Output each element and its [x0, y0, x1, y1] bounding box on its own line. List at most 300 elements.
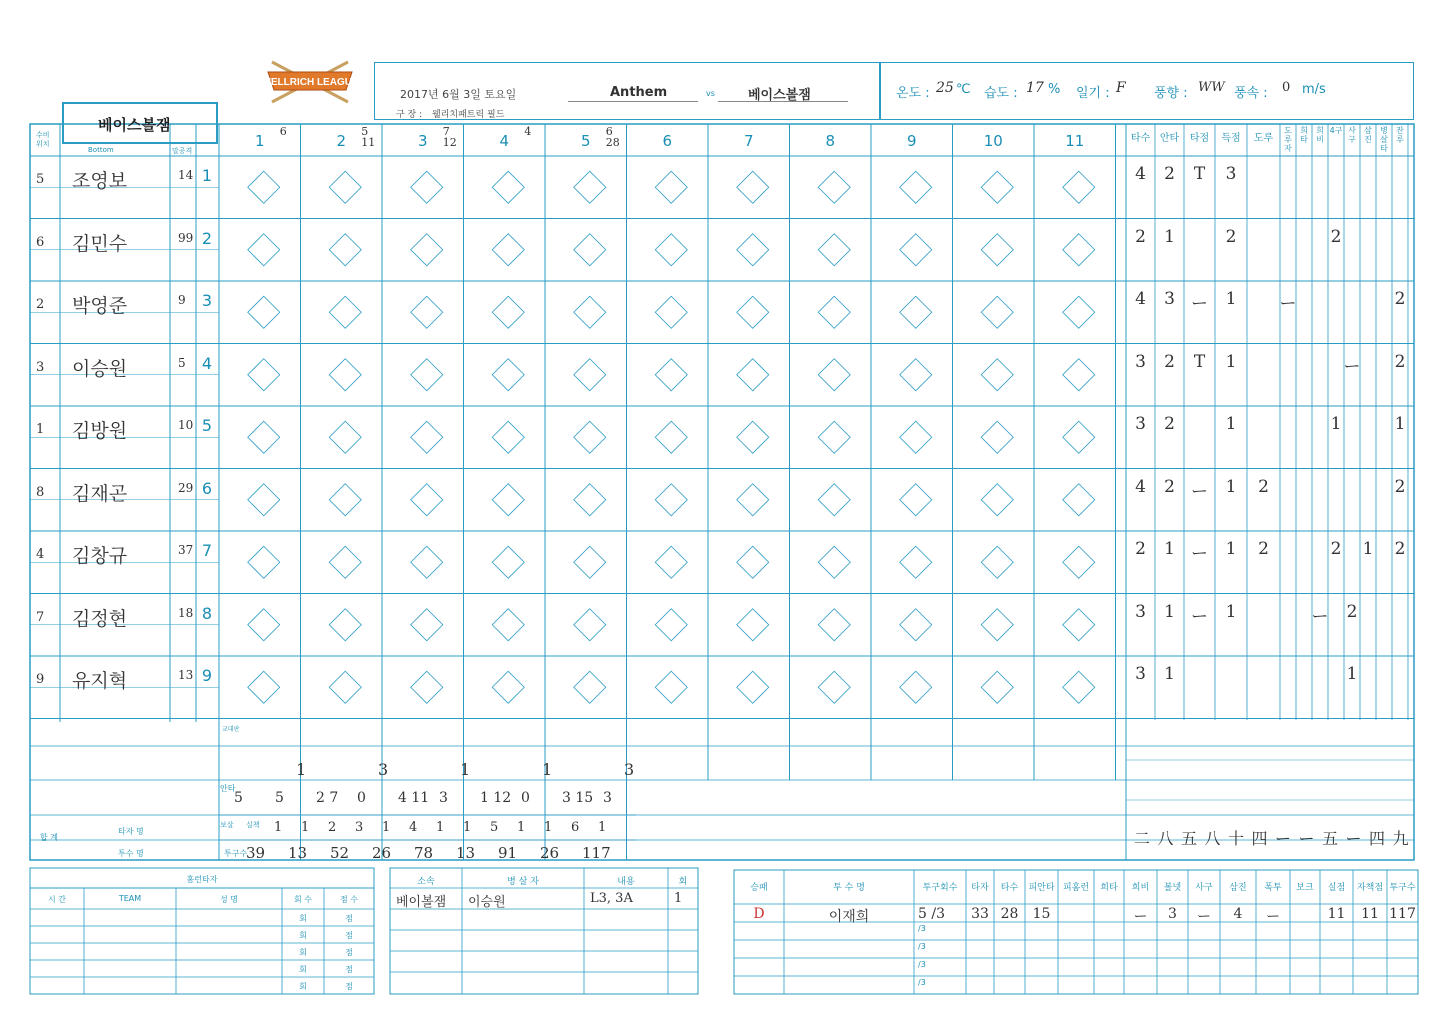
inning-number-9: 9: [906, 132, 917, 150]
hits-by-inning: 3: [603, 790, 612, 806]
batting-order-8: 8: [201, 603, 213, 623]
player-position: 2: [36, 297, 45, 312]
stat-value: T: [1193, 164, 1206, 184]
inning-number-3: 3: [417, 132, 428, 150]
hits-by-inning: 5: [234, 790, 243, 806]
stat-value: ー: [1191, 481, 1208, 502]
walks-by-inning: 6: [571, 820, 580, 835]
col-defense-pos: 수비 위치: [36, 131, 50, 148]
dp-cell: 이승원: [468, 895, 506, 910]
league-logo: [262, 58, 358, 106]
base-diamond: [248, 546, 280, 578]
pitching-cell: ー: [1197, 909, 1211, 925]
base-diamond: [574, 421, 606, 453]
batting-order-3: 3: [201, 291, 213, 310]
pitching-col: 피홈런: [1062, 883, 1090, 893]
stat-value: 2: [1394, 476, 1406, 497]
summary-mark: 二: [1134, 829, 1151, 848]
base-diamond: [818, 484, 850, 516]
base-diamond: [818, 171, 850, 203]
pitching-cell: 이재희: [828, 909, 870, 925]
base-diamond: [1063, 671, 1095, 703]
inning-number-1: 1: [254, 132, 265, 150]
total-pitcher-label: 투수 명: [118, 849, 144, 858]
inning-mark: 5 11: [361, 125, 376, 149]
stat-header-2: 타점: [1189, 133, 1210, 144]
base-diamond: [1063, 296, 1095, 328]
stat-value: 3: [1135, 664, 1146, 684]
base-diamond: [900, 421, 932, 453]
weather-value: F: [1116, 80, 1126, 96]
player-number: 5: [178, 355, 186, 370]
base-diamond: [900, 484, 932, 516]
pitching-col: 사구: [1195, 883, 1213, 893]
walks-by-inning: 1: [274, 820, 283, 835]
pitching-cell: 11: [1327, 906, 1346, 922]
base-diamond: [737, 421, 769, 453]
stat-value: 1: [1362, 539, 1374, 559]
base-diamond: [655, 484, 687, 516]
base-diamond: [655, 359, 687, 391]
base-diamond: [492, 234, 524, 266]
base-diamond: [492, 671, 524, 703]
base-diamond: [329, 609, 361, 641]
runs-by-inning: 3: [378, 760, 389, 779]
base-diamond: [248, 296, 280, 328]
pitching-cell: 117: [1389, 906, 1416, 922]
pitching-cell: /3: [918, 978, 926, 987]
venue-label: 구 장 :: [396, 110, 423, 120]
summary-mark: 四: [1369, 829, 1386, 848]
base-diamond: [981, 546, 1013, 578]
base-diamond: [737, 234, 769, 266]
pitching-col: 볼넷: [1163, 883, 1182, 893]
base-diamond: [737, 171, 769, 203]
base-diamond: [737, 546, 769, 578]
base-diamond: [900, 609, 932, 641]
pitches-by-inning: 13: [456, 844, 476, 862]
base-diamond: [900, 359, 932, 391]
stat-value: 2: [1258, 539, 1269, 559]
walks-by-inning: 3: [355, 820, 364, 835]
base-diamond: [655, 296, 687, 328]
base-diamond: [574, 296, 606, 328]
base-diamond: [737, 296, 769, 328]
stat-value: 2: [1164, 414, 1175, 434]
base-diamond: [574, 484, 606, 516]
walks-by-inning: 1: [301, 820, 310, 835]
stat-value: ー: [1343, 356, 1361, 377]
base-diamond: [248, 234, 280, 266]
base-diamond: [574, 171, 606, 203]
base-diamond: [981, 484, 1013, 516]
wind-speed-unit: m/s: [1302, 82, 1326, 97]
base-diamond: [900, 546, 932, 578]
base-diamond: [737, 359, 769, 391]
base-diamond: [411, 234, 443, 266]
pitching-cell: ー: [1266, 909, 1280, 925]
stat-value: 2: [1330, 226, 1342, 247]
stat-value: 2: [1225, 226, 1237, 247]
stat-value: T: [1193, 351, 1206, 372]
base-diamond: [492, 421, 524, 453]
stat-value: 1: [1225, 539, 1237, 559]
stat-header-11: 병살타: [1380, 126, 1388, 153]
dp-cell: 1: [674, 891, 683, 906]
player-position: 7: [36, 609, 45, 625]
summary-mark: ー: [1275, 829, 1292, 848]
summary-mark: 八: [1204, 829, 1221, 848]
base-diamond: [492, 359, 524, 391]
homerun-cell: 점: [345, 948, 353, 957]
base-diamond: [574, 671, 606, 703]
base-diamond: [411, 171, 443, 203]
base-diamond: [981, 421, 1013, 453]
temp-label: 온도 :: [896, 86, 930, 101]
base-diamond: [981, 234, 1013, 266]
stat-header-7: 희비: [1316, 126, 1324, 144]
walks-by-inning: 1: [544, 820, 553, 835]
base-diamond: [1063, 171, 1095, 203]
base-diamond: [1063, 234, 1095, 266]
weather-label: 일기 :: [1076, 86, 1110, 101]
inning-number-11: 11: [1065, 132, 1085, 150]
game-date: 2017년 6월 3일 토요일: [400, 88, 517, 101]
stat-value: 4: [1135, 476, 1146, 497]
col-bottom: Bottom: [88, 146, 114, 154]
summary-mark: ー: [1298, 829, 1315, 848]
inning-number-7: 7: [743, 132, 754, 150]
inning-number-10: 10: [983, 132, 1003, 150]
base-diamond: [655, 421, 687, 453]
batting-order-5: 5: [201, 416, 213, 435]
base-diamond: [329, 421, 361, 453]
pitches-by-inning: 91: [498, 844, 518, 862]
stat-header-0: 타수: [1130, 133, 1151, 144]
summary-mark: 四: [1251, 829, 1268, 848]
player-position: 3: [36, 359, 45, 375]
runs-by-inning: 3: [624, 760, 635, 779]
pitching-col: 희비: [1131, 883, 1150, 893]
base-diamond: [818, 421, 850, 453]
walks-label: 보살: [220, 821, 234, 829]
homerun-cell: 회: [299, 914, 307, 923]
base-diamond: [655, 171, 687, 203]
base-diamond: [1063, 546, 1095, 578]
wind-speed-value: 0: [1282, 80, 1291, 95]
player-number: 99: [178, 230, 194, 245]
underline-away: [568, 101, 698, 102]
player-number: 37: [178, 543, 194, 557]
stat-value: 1: [1394, 414, 1406, 434]
hits-by-inning: 4 11: [398, 790, 430, 806]
wind-dir-value: WW: [1198, 80, 1225, 95]
total-label: 합 계: [40, 833, 58, 842]
base-diamond: [329, 671, 361, 703]
hits-by-inning: 1 12: [480, 790, 512, 806]
pitching-cell: 11: [1361, 906, 1379, 922]
base-diamond: [411, 421, 443, 453]
stat-value: 2: [1394, 289, 1406, 309]
sub-label: 교대판: [222, 726, 240, 733]
pitching-cell: /3: [918, 960, 926, 969]
humidity-value: 17: [1026, 80, 1044, 96]
batting-order-6: 6: [201, 478, 213, 498]
stat-value: 1: [1330, 414, 1342, 434]
player-number: 13: [178, 668, 194, 682]
stat-value: 2: [1330, 539, 1342, 559]
player-position: 5: [36, 172, 45, 187]
homerun-col: 시 간: [48, 895, 66, 904]
pitches-by-inning: 13: [288, 844, 308, 862]
homerun-table: [30, 868, 374, 994]
base-diamond: [492, 484, 524, 516]
pitches-by-inning: 117: [582, 844, 611, 862]
home-team: 베이스볼잼: [748, 88, 811, 103]
stat-value: 2: [1394, 539, 1406, 559]
base-diamond: [818, 359, 850, 391]
base-diamond: [574, 609, 606, 641]
stat-value: 2: [1394, 351, 1406, 372]
base-diamond: [411, 484, 443, 516]
base-diamond: [1063, 609, 1095, 641]
stat-value: 4: [1135, 164, 1146, 184]
pitching-cell: 28: [1000, 906, 1019, 922]
stat-value: 1: [1225, 351, 1237, 372]
stat-header-5: 도루자: [1284, 126, 1292, 153]
pitching-cell: 4: [1233, 906, 1243, 922]
stat-header-1: 안타: [1159, 133, 1180, 144]
pitching-cell: 3: [1168, 906, 1177, 922]
player-position: 8: [36, 484, 45, 500]
humidity-label: 습도 :: [984, 86, 1018, 101]
homerun-cell: 회: [299, 982, 307, 991]
pitching-cell: /3: [918, 942, 926, 951]
summary-mark: ー: [1345, 829, 1362, 848]
venue-name: 웰리치패트릭 필드: [432, 110, 505, 120]
temp-unit: ℃: [956, 82, 971, 97]
stat-value: ー: [1279, 294, 1297, 314]
player-number: 18: [178, 605, 194, 620]
homerun-cell: 점: [345, 931, 353, 940]
base-diamond: [574, 546, 606, 578]
pitching-col: 삼진: [1229, 883, 1247, 893]
pitching-cell: 5 /3: [918, 906, 945, 922]
dp-col: 회: [678, 877, 688, 887]
stat-value: 2: [1164, 351, 1175, 372]
base-diamond: [329, 484, 361, 516]
inning-number-6: 6: [662, 132, 673, 150]
base-diamond: [655, 234, 687, 266]
stat-header-12: 잔루: [1396, 126, 1404, 144]
pitching-col: 희타: [1100, 883, 1118, 893]
summary-mark: 九: [1392, 829, 1409, 848]
base-diamond: [1063, 421, 1095, 453]
wind-speed-label: 풍속 :: [1234, 86, 1268, 101]
base-diamond: [574, 359, 606, 391]
base-diamond: [981, 296, 1013, 328]
inning-number-4: 4: [499, 132, 510, 150]
total-batter-label: 타자 명: [118, 827, 144, 836]
pitches-by-inning: 26: [540, 844, 560, 862]
base-diamond: [981, 359, 1013, 391]
player-name: 김창규: [72, 545, 128, 567]
stat-value: 3: [1135, 351, 1146, 372]
batting-order-7: 7: [201, 541, 213, 560]
base-diamond: [900, 171, 932, 203]
base-diamond: [248, 484, 280, 516]
base-diamond: [737, 671, 769, 703]
col-back-number: 말공격: [172, 147, 193, 155]
player-name: 김재곤: [72, 482, 128, 505]
stat-value: 1: [1164, 226, 1175, 247]
player-name: 박영준: [72, 295, 128, 317]
double-play-table: [390, 868, 698, 994]
base-diamond: [574, 234, 606, 266]
base-diamond: [329, 296, 361, 328]
base-diamond: [981, 171, 1013, 203]
base-diamond: [900, 296, 932, 328]
walks-by-inning: 1: [463, 820, 472, 835]
player-position: 9: [36, 672, 45, 687]
base-diamond: [655, 609, 687, 641]
base-diamond: [900, 234, 932, 266]
stat-value: 1: [1164, 664, 1175, 684]
base-diamond: [981, 671, 1013, 703]
homerun-cell: 회: [299, 931, 307, 940]
inning-mark: 6: [279, 125, 287, 138]
homerun-col: 점 수: [340, 895, 358, 904]
pitching-col: 실점: [1327, 883, 1346, 893]
summary-mark: 五: [1181, 829, 1198, 848]
stat-value: ー: [1191, 294, 1208, 314]
stat-value: 2: [1164, 164, 1175, 184]
hits-by-inning: 3: [439, 790, 448, 806]
base-diamond: [329, 359, 361, 391]
pitches-by-inning: 78: [414, 844, 434, 862]
player-position: 1: [36, 422, 45, 437]
humidity-unit: %: [1048, 82, 1061, 97]
base-diamond: [411, 296, 443, 328]
pitching-col: 투구수: [1389, 883, 1416, 893]
hits-by-inning: 0: [357, 790, 366, 806]
vs-label: vs: [706, 89, 715, 98]
base-diamond: [818, 296, 850, 328]
homerun-title: 홈런타자: [186, 875, 218, 884]
inning-number-2: 2: [336, 132, 347, 150]
player-name: 김민수: [72, 232, 128, 255]
pitching-col: 폭투: [1264, 883, 1282, 893]
errors-label: 실책: [246, 821, 260, 829]
team-name: 베이스볼잼: [98, 116, 171, 134]
summary-mark: 十: [1228, 829, 1245, 848]
base-diamond: [1063, 484, 1095, 516]
inning-mark: 4: [524, 125, 532, 138]
player-number: 14: [178, 168, 194, 182]
dp-col: 병 살 자: [507, 877, 539, 887]
player-name: 김정현: [72, 607, 128, 630]
stat-value: ー: [1311, 606, 1329, 627]
runs-by-inning: 1: [542, 760, 553, 779]
player-position: 6: [36, 234, 45, 250]
dp-cell: 베이볼잼: [396, 895, 447, 910]
walks-by-inning: 1: [436, 820, 445, 835]
base-diamond: [818, 609, 850, 641]
base-diamond: [411, 359, 443, 391]
base-diamond: [818, 671, 850, 703]
homerun-cell: 점: [345, 914, 353, 923]
homerun-cell: 점: [345, 982, 353, 991]
dp-col: 소속: [417, 877, 435, 887]
pitches-by-inning: 52: [330, 844, 350, 862]
temp-value: 25: [936, 80, 954, 96]
stat-value: 2: [1135, 226, 1146, 247]
base-diamond: [737, 484, 769, 516]
stat-value: 1: [1225, 414, 1237, 434]
base-diamond: [411, 671, 443, 703]
base-diamond: [655, 546, 687, 578]
stat-value: 3: [1225, 164, 1237, 184]
pitching-col: 타자: [971, 883, 989, 893]
batting-order-4: 4: [201, 353, 213, 373]
pitching-cell: 33: [971, 906, 989, 922]
pitches-by-inning: 39: [246, 844, 266, 862]
stat-value: 2: [1164, 476, 1175, 497]
homerun-col: 회 수: [294, 895, 312, 904]
walks-by-inning: 5: [490, 820, 499, 835]
player-name: 조영보: [72, 170, 128, 192]
base-diamond: [737, 609, 769, 641]
stat-value: 1: [1346, 664, 1358, 684]
stat-header-6: 희타: [1300, 126, 1308, 144]
inning-number-5: 5: [580, 132, 591, 150]
base-diamond: [411, 546, 443, 578]
walks-by-inning: 1: [598, 820, 607, 835]
homerun-cell: 점: [345, 965, 353, 974]
logo-text: WELLRICH LEAGUE: [261, 77, 359, 88]
pitching-col: 투 수 명: [833, 883, 865, 893]
pitching-cell: ー: [1133, 909, 1148, 925]
stat-header-3: 득점: [1221, 133, 1241, 144]
base-diamond: [1063, 359, 1095, 391]
pitching-cell: 15: [1032, 906, 1051, 922]
stat-value: 4: [1135, 289, 1146, 309]
stat-value: 2: [1135, 539, 1146, 559]
walks-by-inning: 1: [517, 820, 526, 835]
pitches-label: 투구수: [224, 849, 248, 858]
player-number: 29: [178, 480, 194, 495]
base-diamond: [411, 609, 443, 641]
stat-value: 1: [1225, 289, 1237, 309]
base-diamond: [900, 671, 932, 703]
batting-order-9: 9: [201, 666, 213, 685]
base-diamond: [329, 546, 361, 578]
stat-value: 2: [1258, 476, 1269, 497]
summary-mark: 八: [1157, 829, 1174, 848]
hits-by-inning: 3 15: [562, 790, 594, 806]
pitching-col: 피안타: [1028, 883, 1055, 893]
base-diamond: [248, 671, 280, 703]
stat-value: 1: [1225, 601, 1237, 622]
base-diamond: [492, 296, 524, 328]
base-diamond: [248, 171, 280, 203]
homerun-cell: 회: [299, 965, 307, 974]
underline-home: [718, 101, 848, 102]
pitching-cell: /3: [918, 924, 926, 933]
stat-value: ー: [1191, 544, 1208, 564]
inning-mark: 6 28: [605, 125, 620, 149]
dp-col: 내용: [617, 877, 635, 887]
